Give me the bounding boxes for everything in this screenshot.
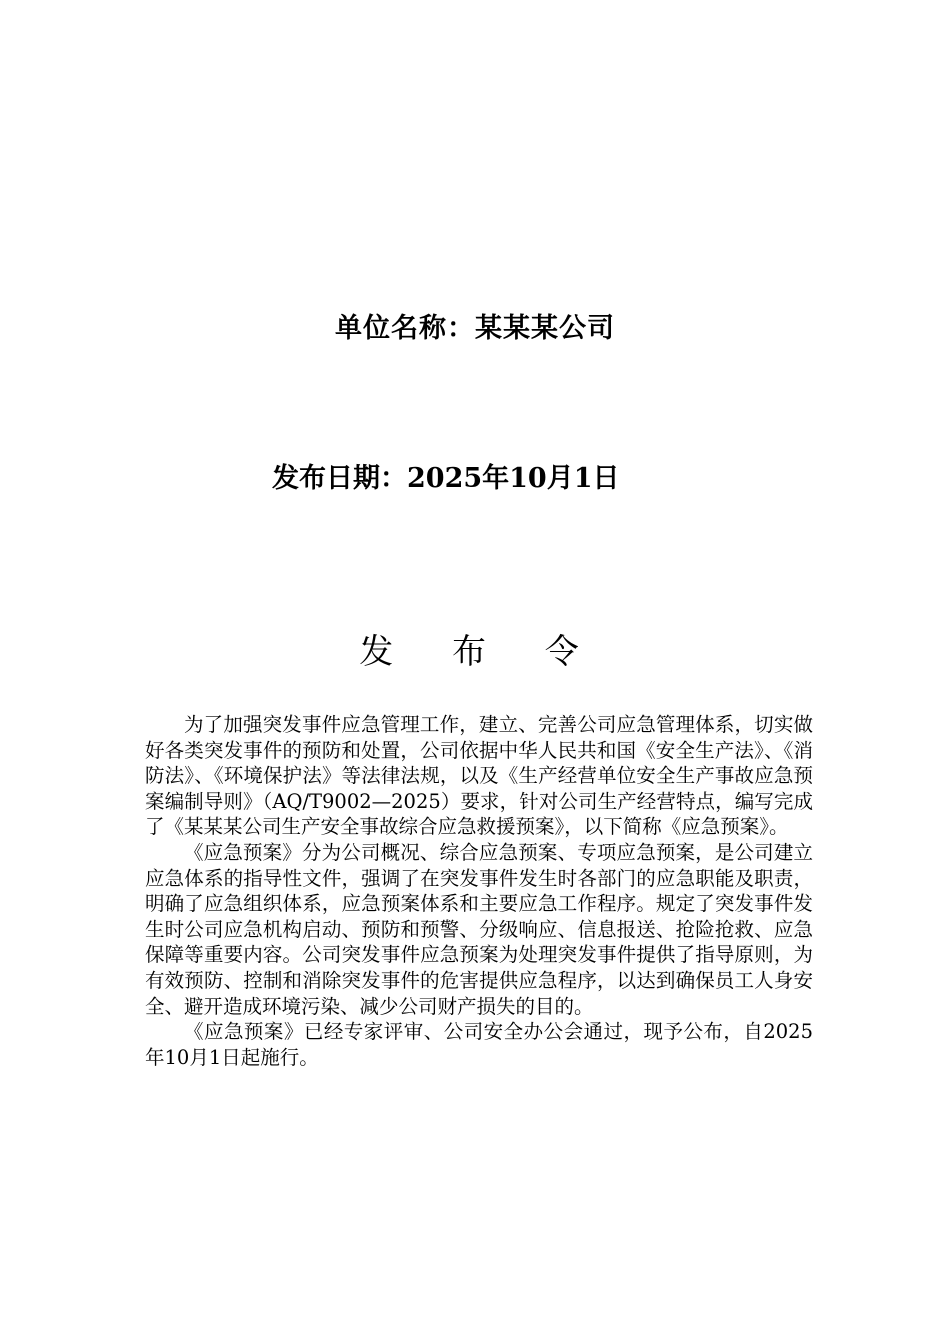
paragraph: 《应急预案》分为公司概况、综合应急预案、专项应急预案，是公司建立应急体系的指导性文件，强调了在突发事件发生时各部门的应急职能及职责，明确了应急组织体系，应急预案体系和主要应急工作程序。规定了突发事件发生时公司应急机构启动、预防和预警、分级响应、信息报送、抢险抢救、应急保障等重要内容。公司突发事件应急预案为处理突发事件提供了指导原则，为有效预防、控制和消除突发事件的危害提供应急程序，以达到确保员工人身安全、避开造成环境污染、减少公司财产损失的目的。	[145, 840, 813, 1018]
page-title: 发 布 令	[359, 632, 603, 672]
publish-date-line: 发布日期：2025年10月1日	[272, 463, 620, 494]
paragraph: 《应急预案》已经专家评审、公司安全办公会通过，现予公布，自2025年10月1日起施行。	[145, 1020, 813, 1069]
unit-name-line: 单位名称：某某某公司	[335, 313, 615, 344]
order-body	[145, 712, 813, 1070]
paragraph: 为了加强突发事件应急管理工作，建立、完善公司应急管理体系，切实做好各类突发事件的预防和处置，公司依据中华人民共和国《安全生产法》、《消防法》、《环境保护法》等法律法规，以及《生产经营单位安全生产事故应急预案编制导则》（AQ/T9002—2025）要求，针对公司生产经营特点，编写完成了《某某某公司生产安全事故综合应急救援预案》，以下简称《应急预案》。	[145, 713, 813, 839]
